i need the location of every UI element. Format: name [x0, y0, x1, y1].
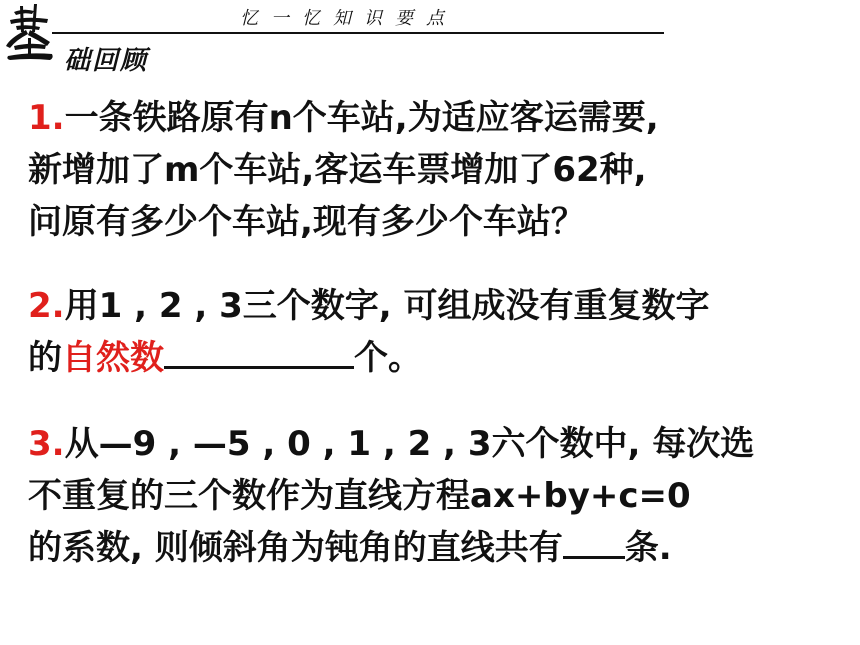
question-3-line-3 — [28, 522, 828, 574]
question-text: 条. — [624, 528, 672, 568]
question-number: 1. — [28, 98, 65, 138]
answer-blank[interactable] — [164, 332, 354, 369]
question-3-line-1 — [28, 418, 828, 470]
section-subtitle: 础回顾 — [64, 46, 149, 76]
answer-blank[interactable] — [563, 522, 625, 559]
question-3 — [28, 418, 828, 574]
question-3-line-2: 不重复的三个数作为直线方程ax+by+c=0 — [28, 476, 691, 516]
section-title: 忆一忆知识要点 — [240, 8, 457, 29]
question-1 — [28, 92, 828, 248]
question-1-line-2: 新增加了m个车站,客运车票增加了62种, — [28, 150, 647, 190]
question-2-line-2 — [28, 332, 828, 384]
header-divider — [52, 32, 664, 34]
question-1-line-1 — [28, 92, 828, 144]
question-text: 用1 , 2 , 3三个数字, 可组成没有重复数字 — [64, 286, 710, 326]
question-text: 的系数, 则倾斜角为钝角的直线共有 — [28, 528, 563, 568]
question-text: 从—9 , —5 , 0 , 1 , 2 , 3六个数中, 每次选 — [64, 424, 755, 464]
highlight-term: 自然数 — [62, 338, 164, 378]
question-text: 一条铁路原有n个车站,为适应客运需要, — [64, 98, 659, 138]
question-text: 个。 — [354, 338, 422, 378]
question-2 — [28, 280, 828, 384]
question-2-line-1 — [28, 280, 828, 332]
question-text: 的 — [28, 338, 62, 378]
question-number: 3. — [28, 424, 65, 464]
question-number: 2. — [28, 286, 65, 326]
calligraphy-logo-icon — [4, 2, 56, 62]
question-1-line-3: 问原有多少个车站,现有多少个车站？ — [28, 202, 585, 242]
